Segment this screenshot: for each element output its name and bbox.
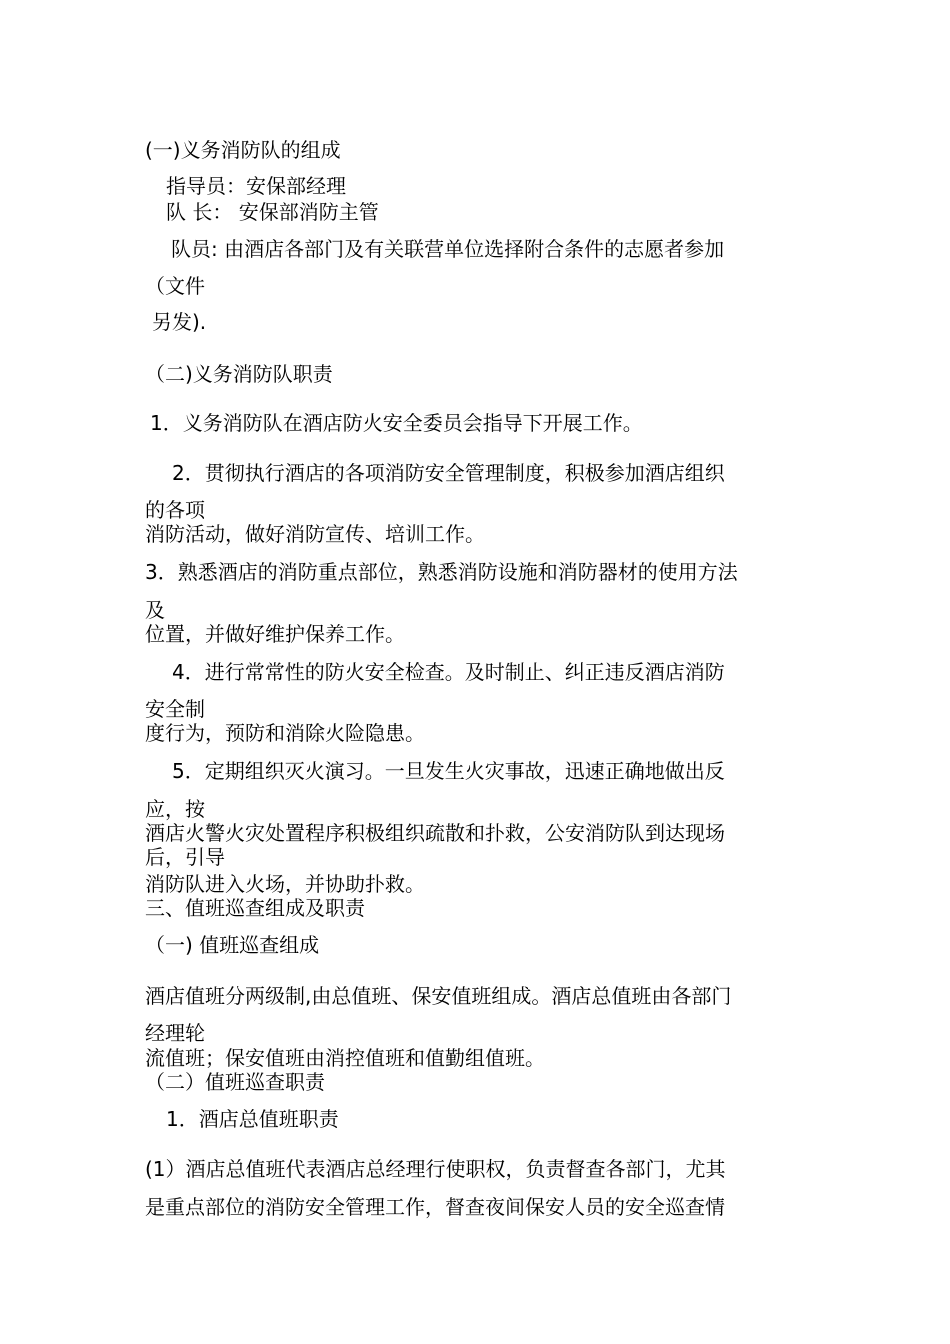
members-line-cont-1: （文件	[145, 274, 205, 298]
duty-item-5-cont-4: 消防队进入火场，并协助扑救。	[145, 872, 425, 896]
duty-item-2: 2．贯彻执行酒店的各项消防安全管理制度，积极参加酒店组织	[172, 461, 725, 485]
duty-item-5-cont-3: 后，引导	[145, 845, 225, 869]
members-line-cont-2: 另发).	[152, 310, 207, 334]
instructor-line: 指导员：安保部经理	[166, 174, 346, 198]
duty-item-5-cont-2: 酒店火警火灾处置程序积极组织疏散和扑救，公安消防队到达现场	[145, 821, 725, 845]
duty-item-3: 3．熟悉酒店的消防重点部位，熟悉消防设施和消防器材的使用方法	[145, 560, 738, 584]
duty-item-2-cont-2: 消防活动，做好消防宣传、培训工作。	[145, 522, 485, 546]
duty-patrol-item-1-1-cont: 是重点部位的消防安全管理工作，督查夜间保安人员的安全巡查情	[145, 1195, 725, 1219]
duty-item-3-cont-2: 位置，并做好维护保养工作。	[145, 622, 405, 646]
duty-composition-text-cont-1: 经理轮	[145, 1021, 205, 1045]
duty-composition-text-cont-2: 流值班；保安值班由消控值班和值勤组值班。	[145, 1046, 545, 1070]
duty-composition-text: 酒店值班分两级制,由总值班、保安值班组成。酒店总值班由各部门	[145, 984, 732, 1008]
duty-item-5-cont-1: 应，按	[145, 797, 205, 821]
duty-patrol-item-1-1: (1）酒店总值班代表酒店总经理行使职权，负责督查各部门，尤其	[145, 1157, 726, 1181]
duty-item-4: 4．进行常常性的防火安全检查。及时制止、纠正违反酒店消防	[172, 660, 725, 684]
duty-item-2-cont-1: 的各项	[145, 498, 205, 522]
duty-item-5: 5．定期组织灭火演习。一旦发生火灾事故，迅速正确地做出反	[172, 759, 725, 783]
duty-item-4-cont-1: 安全制	[145, 697, 205, 721]
section-heading-volunteer-team-duties: （二)义务消防队职责	[145, 362, 333, 386]
section-heading-duty-patrol: 三、值班巡查组成及职责	[145, 896, 365, 920]
captain-line: 队 长： 安保部消防主管	[166, 200, 379, 224]
duty-item-4-cont-2: 度行为，预防和消除火险隐患。	[145, 721, 425, 745]
duty-item-3-cont-1: 及	[145, 598, 165, 622]
duty-item-1: 1．义务消防队在酒店防火安全委员会指导下开展工作。	[150, 411, 643, 435]
members-line: 队员: 由酒店各部门及有关联营单位选择附合条件的志愿者参加	[171, 237, 725, 261]
duty-patrol-item-1: 1．酒店总值班职责	[166, 1107, 339, 1131]
subheading-duty-patrol-duties: （二）值班巡查职责	[145, 1070, 325, 1094]
subheading-duty-patrol-composition: （一) 值班巡查组成	[145, 933, 320, 957]
section-heading-volunteer-team-composition: (一)义务消防队的组成	[145, 138, 341, 162]
